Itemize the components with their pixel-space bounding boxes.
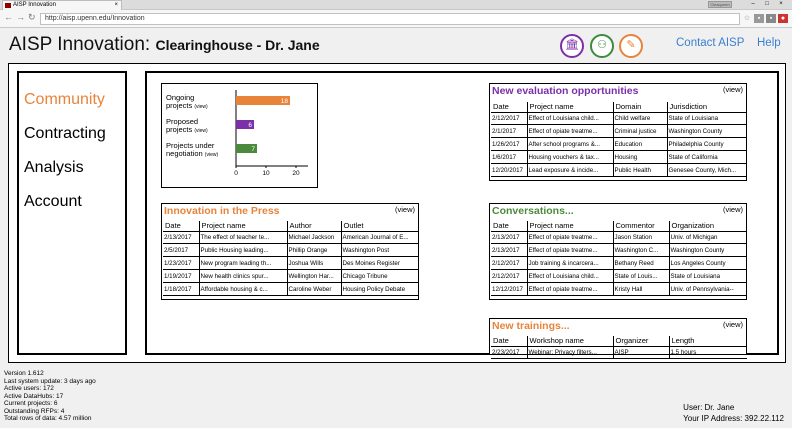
version-text: Version 1.612 bbox=[4, 370, 44, 377]
extension-icons bbox=[740, 14, 788, 23]
column-header: Project name bbox=[199, 221, 287, 231]
building-icon[interactable]: 🏛 bbox=[560, 34, 584, 58]
table-cell: 2/23/2017 bbox=[491, 346, 527, 359]
press-title: Innovation in the Press bbox=[164, 205, 280, 217]
page bbox=[0, 29, 792, 428]
column-header: Domain bbox=[613, 102, 667, 112]
table-cell: 1/6/2017 bbox=[491, 151, 527, 164]
app-name: AISP Innovation: bbox=[9, 34, 151, 55]
table-cell: 2/13/2017 bbox=[163, 231, 199, 244]
chart-label-line: Ongoing bbox=[166, 93, 195, 102]
chart-bar-label: 7 bbox=[251, 146, 255, 153]
chart-label-ongoing bbox=[166, 94, 208, 111]
table-cell: Kristy Hall bbox=[613, 283, 669, 296]
chart-x-tick-label: 10 bbox=[262, 170, 270, 177]
table-row[interactable] bbox=[491, 164, 747, 177]
table-row[interactable] bbox=[491, 346, 747, 359]
table-row[interactable] bbox=[491, 244, 747, 257]
press-table bbox=[163, 221, 419, 296]
column-header: Date bbox=[163, 221, 199, 231]
reload-icon[interactable]: ↻ bbox=[28, 12, 39, 22]
table-cell: 1/19/2017 bbox=[163, 270, 199, 283]
table-cell: Affordable housing & c... bbox=[199, 283, 287, 296]
conversations-view-link[interactable]: (view) bbox=[723, 205, 743, 214]
table-cell: 12/20/2017 bbox=[491, 164, 527, 177]
system-stats bbox=[4, 370, 96, 423]
table-cell: Washington Post bbox=[341, 244, 419, 257]
table-cell: Criminal justice bbox=[613, 125, 667, 138]
table-cell: Housing vouchers & tax... bbox=[527, 151, 613, 164]
minimize-icon[interactable]: – bbox=[751, 1, 755, 7]
tab-title: AISP Innovation bbox=[13, 2, 56, 8]
trainings-table bbox=[491, 336, 747, 359]
column-header: Jurisdiction bbox=[667, 102, 747, 112]
table-cell: American Journal of E... bbox=[341, 231, 419, 244]
help-link[interactable]: Help bbox=[757, 37, 781, 49]
table-cell: 12/12/2017 bbox=[491, 283, 527, 296]
projects-chart-panel bbox=[161, 83, 318, 188]
table-row[interactable] bbox=[491, 151, 747, 164]
url-input[interactable]: http://aisp.upenn.edu/Innovation bbox=[40, 13, 740, 25]
table-header-row bbox=[491, 221, 747, 231]
back-icon[interactable]: ← bbox=[4, 12, 16, 22]
column-header: Length bbox=[669, 336, 747, 346]
maximize-icon[interactable]: □ bbox=[765, 1, 769, 7]
table-cell: Lead exposure & incide... bbox=[527, 164, 613, 177]
table-row[interactable] bbox=[163, 231, 419, 244]
table-cell: Genesee County, Mich... bbox=[667, 164, 747, 177]
sidebar-item-account[interactable]: Account bbox=[24, 193, 82, 210]
table-cell: Wellington Har... bbox=[287, 270, 341, 283]
table-row[interactable] bbox=[491, 257, 747, 270]
column-header: Date bbox=[491, 336, 527, 346]
active-users-text: Active users: 172 bbox=[4, 385, 54, 392]
view-proposed-link[interactable]: (view) bbox=[194, 128, 208, 134]
table-cell: Joshua Wills bbox=[287, 257, 341, 270]
pencil-icon[interactable]: ✎ bbox=[619, 34, 643, 58]
conversations-table bbox=[491, 221, 747, 296]
table-cell: State of Louisiana bbox=[667, 112, 747, 125]
forward-icon[interactable]: → bbox=[16, 12, 28, 22]
evaluation-table bbox=[491, 102, 747, 177]
table-cell: Los Angeles County bbox=[669, 257, 747, 270]
table-row[interactable] bbox=[163, 270, 419, 283]
table-cell: Bethany Reed bbox=[613, 257, 669, 270]
table-cell: Effect of opiate treatme... bbox=[527, 283, 613, 296]
star-icon[interactable]: ☆ bbox=[743, 15, 751, 22]
total-rows-text: Total rows of data: 4.57 million bbox=[4, 415, 92, 422]
column-header: Author bbox=[287, 221, 341, 231]
table-cell: Job training & incarcera... bbox=[527, 257, 613, 270]
table-header-row bbox=[491, 102, 747, 112]
sidebar-item-community[interactable]: Community bbox=[24, 91, 105, 108]
table-cell: Child welfare bbox=[613, 112, 667, 125]
table-row[interactable] bbox=[491, 112, 747, 125]
active-datahubs-text: Active DataHubs: 17 bbox=[4, 392, 64, 400]
chart-x-tick-label: 20 bbox=[292, 170, 300, 177]
table-header-row bbox=[163, 221, 419, 231]
profile-button[interactable]: Cleaqueen bbox=[708, 1, 732, 8]
table-cell: Univ. of Pennsylvania-- bbox=[669, 283, 747, 296]
table-cell: 1/26/2017 bbox=[491, 138, 527, 151]
tab-close-icon[interactable]: × bbox=[114, 2, 118, 8]
browser-tab[interactable] bbox=[2, 0, 122, 10]
chart-bar-label: 6 bbox=[248, 122, 252, 129]
table-cell: Washington County bbox=[667, 125, 747, 138]
table-cell: State of Louisiana bbox=[669, 270, 747, 283]
view-negotiation-link[interactable]: (view) bbox=[204, 152, 219, 158]
column-header: Organizer bbox=[613, 336, 669, 346]
browser-titlebar bbox=[0, 0, 792, 10]
table-cell: Webinar: Privacy filters... bbox=[527, 346, 613, 359]
conversations-panel bbox=[489, 203, 747, 300]
extension-icon[interactable]: ● bbox=[778, 14, 788, 23]
favicon-icon bbox=[5, 3, 11, 8]
table-row[interactable] bbox=[163, 244, 419, 257]
table-cell: Public Health bbox=[613, 164, 667, 177]
table-cell: Education bbox=[613, 138, 667, 151]
table-cell: State of Louis... bbox=[613, 270, 669, 283]
table-cell: Michael Jackson bbox=[287, 231, 341, 244]
ip-address-text: Your IP Address: 392.22.112 bbox=[683, 414, 784, 423]
evaluation-panel bbox=[489, 83, 747, 181]
press-panel bbox=[161, 203, 419, 300]
evaluation-view-link[interactable]: (view) bbox=[723, 85, 743, 94]
user-info bbox=[683, 402, 784, 424]
table-row[interactable] bbox=[491, 231, 747, 244]
last-update-text: Last system update: 3 days ago bbox=[4, 377, 96, 385]
sidebar-item-analysis[interactable]: Analysis bbox=[24, 159, 84, 176]
chart-label-line: projects bbox=[166, 101, 193, 110]
address-bar bbox=[0, 10, 792, 28]
table-cell: The effect of teacher te... bbox=[199, 231, 287, 244]
people-icon[interactable]: ⚇ bbox=[590, 34, 614, 58]
extension-icon[interactable]: ▪ bbox=[754, 14, 764, 23]
column-header: Project name bbox=[527, 221, 613, 231]
table-row[interactable] bbox=[491, 138, 747, 151]
user-name-text: User: Dr. Jane bbox=[683, 403, 735, 412]
table-header-row bbox=[491, 336, 747, 346]
table-cell: Effect of opiate treatme... bbox=[527, 231, 613, 244]
table-cell: New program leading th... bbox=[199, 257, 287, 270]
column-header: Organization bbox=[669, 221, 747, 231]
column-header: Date bbox=[491, 102, 527, 112]
evaluation-title: New evaluation opportunities bbox=[492, 85, 639, 97]
extension-icon[interactable]: ▪ bbox=[766, 14, 776, 23]
table-cell: Public Housing leading... bbox=[199, 244, 287, 257]
table-cell: 2/13/2017 bbox=[491, 244, 527, 257]
chart-label-line: negotiation bbox=[166, 149, 203, 158]
table-cell: Effect of opiate treatme... bbox=[527, 125, 613, 138]
column-header: Commentor bbox=[613, 221, 669, 231]
conversations-title: Conversations... bbox=[492, 205, 574, 217]
sidebar-item-contracting[interactable]: Contracting bbox=[24, 125, 106, 142]
table-cell: Chicago Tribune bbox=[341, 270, 419, 283]
chart-label-negotiation bbox=[166, 142, 218, 159]
table-row[interactable] bbox=[491, 125, 747, 138]
table-cell: New health clinics spur... bbox=[199, 270, 287, 283]
page-title bbox=[9, 34, 320, 56]
table-row[interactable] bbox=[163, 283, 419, 296]
contact-aisp-link[interactable]: Contact AISP bbox=[676, 37, 745, 49]
table-cell: Effect of Louisiana child... bbox=[527, 270, 613, 283]
table-cell: After school programs &... bbox=[527, 138, 613, 151]
chart-x-tick-label: 0 bbox=[234, 170, 238, 177]
table-cell: Washington County bbox=[669, 244, 747, 257]
trainings-panel bbox=[489, 318, 747, 355]
table-row[interactable] bbox=[163, 257, 419, 270]
table-cell: 2/5/2017 bbox=[163, 244, 199, 257]
table-cell: AISP bbox=[613, 346, 669, 359]
table-cell: Effect of opiate treatme... bbox=[527, 244, 613, 257]
chart-label-proposed bbox=[166, 118, 208, 135]
trainings-view-link[interactable]: (view) bbox=[723, 320, 743, 329]
table-cell: Caroline Weber bbox=[287, 283, 341, 296]
chart-label-line: projects bbox=[166, 125, 193, 134]
page-subtitle: Clearinghouse - Dr. Jane bbox=[155, 37, 320, 53]
column-header: Outlet bbox=[341, 221, 419, 231]
table-cell: State of California bbox=[667, 151, 747, 164]
press-view-link[interactable]: (view) bbox=[395, 205, 415, 214]
trainings-title: New trainings... bbox=[492, 320, 570, 332]
table-cell: Jason Station bbox=[613, 231, 669, 244]
projects-bar-chart bbox=[234, 90, 314, 180]
outstanding-rfps-text: Outstanding RFPs: 4 bbox=[4, 407, 65, 415]
close-window-icon[interactable]: × bbox=[779, 1, 783, 7]
column-header: Project name bbox=[527, 102, 613, 112]
view-ongoing-link[interactable]: (view) bbox=[194, 104, 208, 110]
chart-bar-label: 18 bbox=[280, 98, 288, 105]
table-cell: Effect of Louisiana child... bbox=[527, 112, 613, 125]
sidebar bbox=[17, 71, 127, 355]
table-cell: Des Moines Register bbox=[341, 257, 419, 270]
nav-controls bbox=[4, 12, 39, 23]
table-cell: Phillip Orange bbox=[287, 244, 341, 257]
table-cell: Univ. of Michigan bbox=[669, 231, 747, 244]
dashboard-main bbox=[145, 71, 779, 355]
table-cell: Housing Policy Debate bbox=[341, 283, 419, 296]
column-header: Workshop name bbox=[527, 336, 613, 346]
table-cell: Philadelphia County bbox=[667, 138, 747, 151]
table-row[interactable] bbox=[491, 270, 747, 283]
table-cell: 1.5 hours bbox=[669, 346, 747, 359]
table-cell: Washington C... bbox=[613, 244, 669, 257]
table-cell: 1/23/2017 bbox=[163, 257, 199, 270]
table-cell: 2/12/2017 bbox=[491, 257, 527, 270]
column-header: Date bbox=[491, 221, 527, 231]
table-cell: 2/1/2017 bbox=[491, 125, 527, 138]
content-frame bbox=[8, 63, 786, 363]
current-projects-text: Current projects: 6 bbox=[4, 400, 58, 407]
table-cell: 1/18/2017 bbox=[163, 283, 199, 296]
chart-label-line: Projects under bbox=[166, 141, 215, 150]
table-cell: 2/12/2017 bbox=[491, 112, 527, 125]
table-cell: 2/12/2017 bbox=[491, 270, 527, 283]
chart-label-line: Proposed bbox=[166, 117, 199, 126]
table-cell: 2/13/2017 bbox=[491, 231, 527, 244]
table-row[interactable] bbox=[491, 283, 747, 296]
window-controls bbox=[746, 1, 788, 7]
table-cell: Housing bbox=[613, 151, 667, 164]
